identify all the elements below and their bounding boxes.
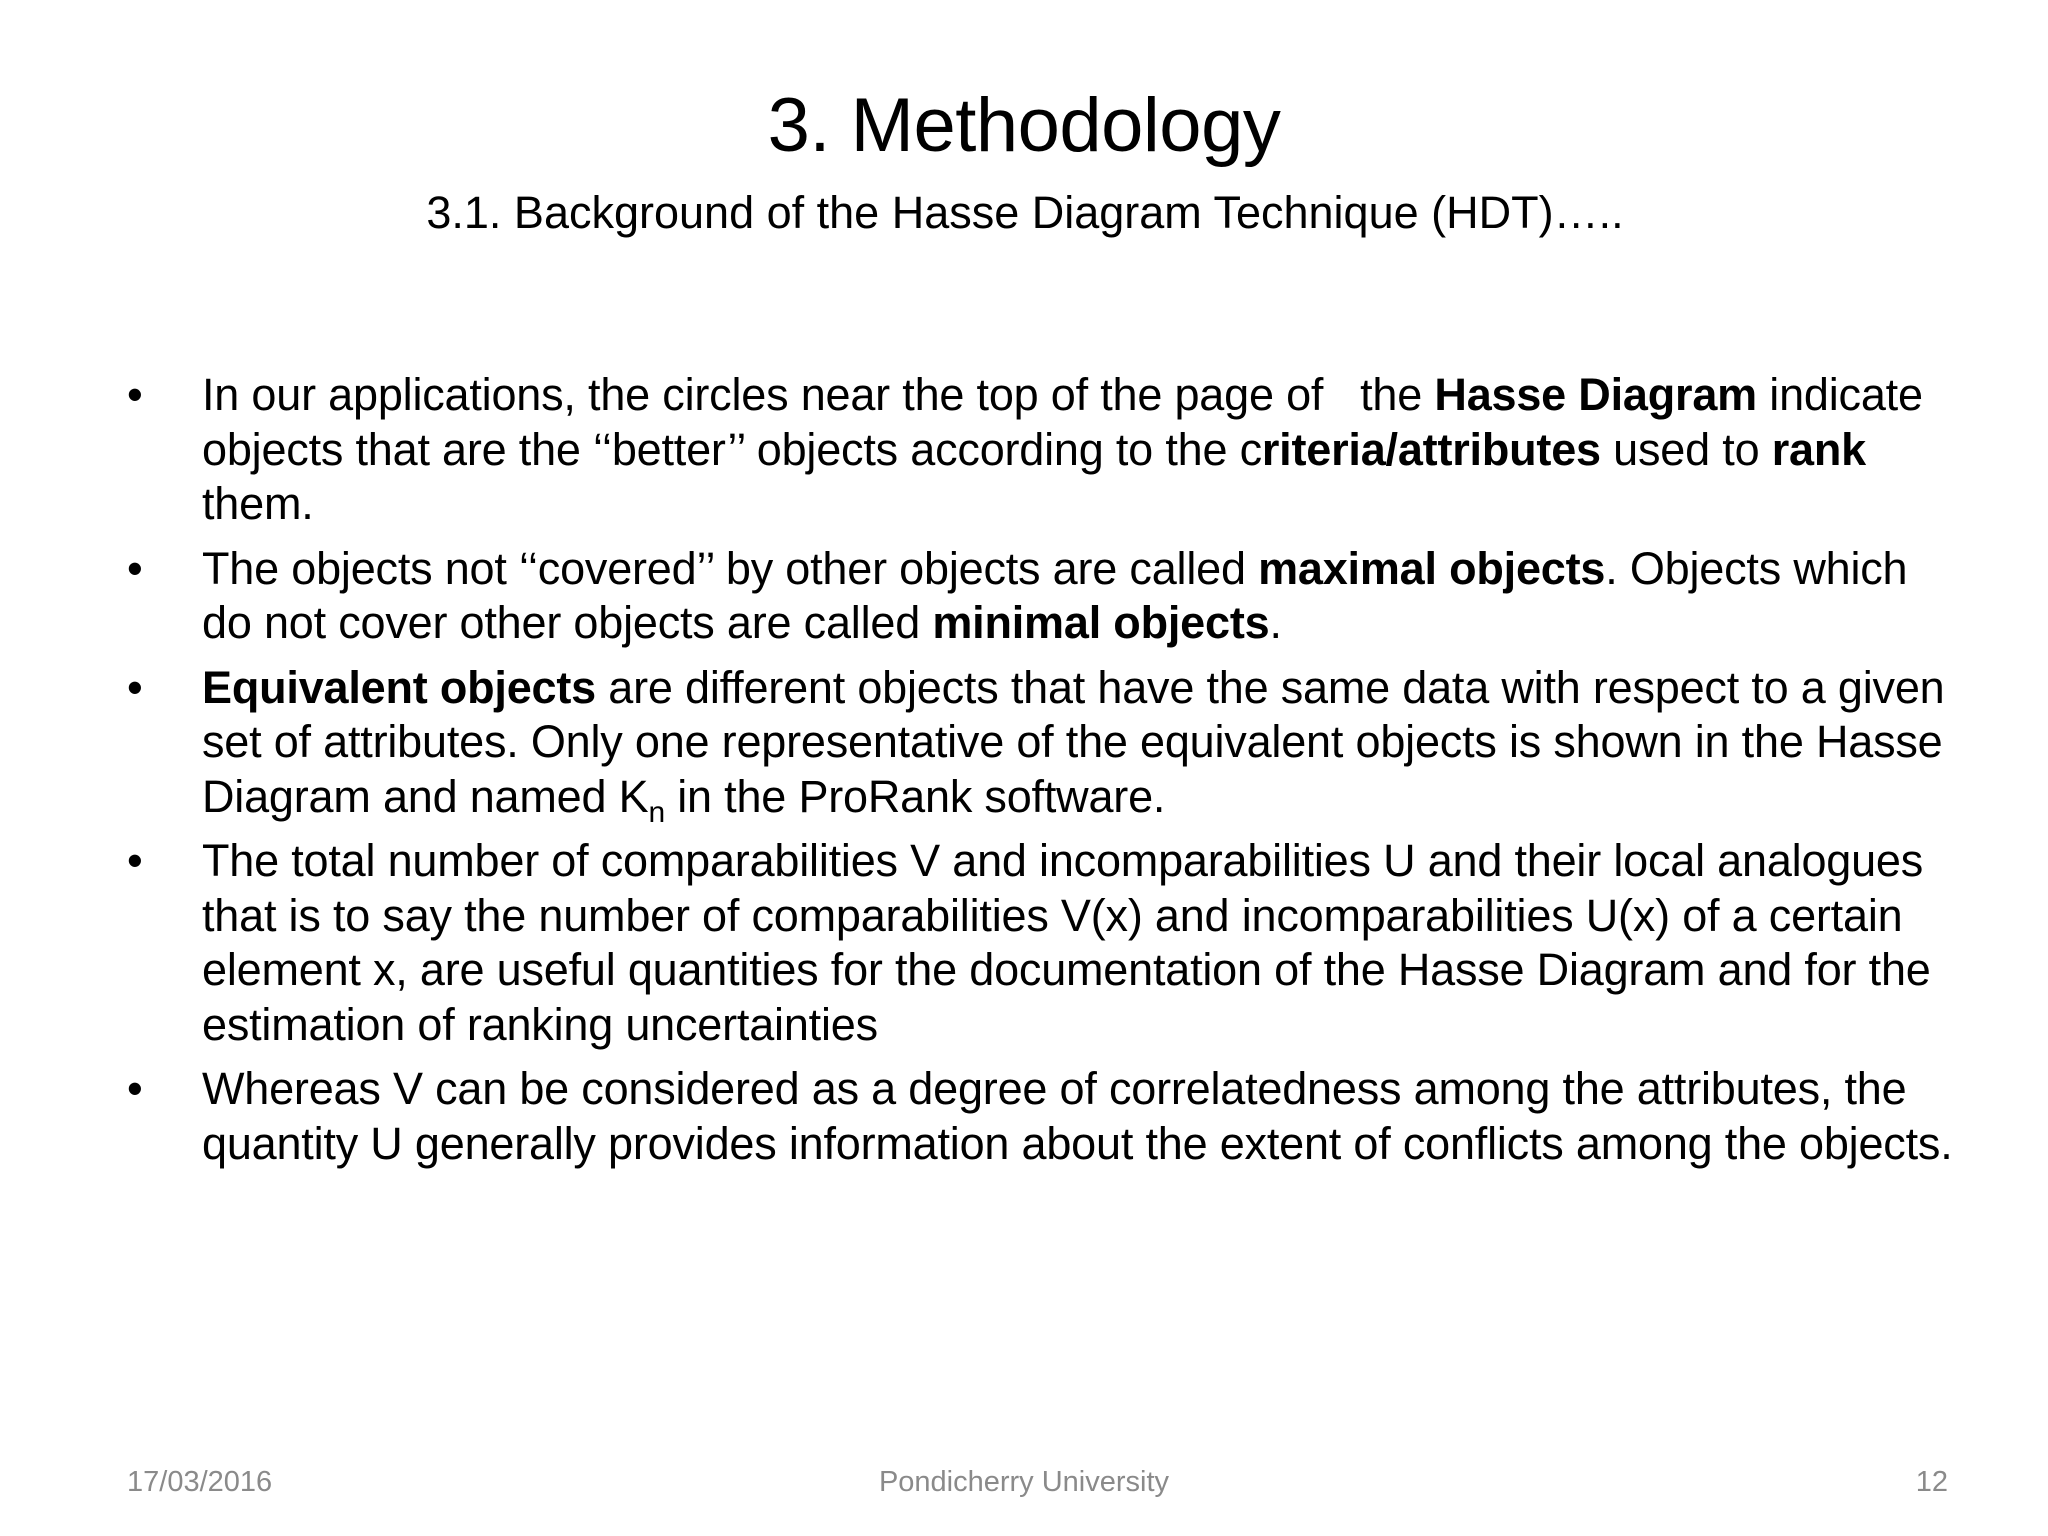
- bullet-item: [127, 542, 1957, 651]
- text-segment: The objects not ‘‘covered’’ by other objects are called: [202, 542, 1259, 594]
- bullet-item: [127, 834, 1957, 1052]
- subscript-text: n: [648, 795, 665, 829]
- bullet-text: [202, 1063, 1953, 1169]
- bullet-text: [202, 661, 1945, 829]
- slide-subtitle: 3.1. Background of the Hasse Diagram Technique (HDT)…..: [426, 187, 1624, 238]
- footer-date: 17/03/2016: [127, 1466, 273, 1498]
- bullet-item: [127, 1062, 1957, 1171]
- text-segment: used to: [1600, 423, 1772, 475]
- text-segment: them.: [202, 478, 314, 529]
- text-segment: indicate objects that are the ‘‘better’’ objects according to the c: [202, 369, 1923, 475]
- bold-text: rank: [1771, 423, 1866, 475]
- slide-title: 3. Methodology: [767, 83, 1281, 168]
- bullet-item: [127, 368, 1957, 532]
- bold-text: riteria/attributes: [1261, 423, 1601, 475]
- bullet-dot-icon: •: [127, 1063, 143, 1114]
- footer-page-number: 12: [1915, 1466, 1948, 1498]
- bullet-text: [202, 369, 1923, 529]
- footer-organization: Pondicherry University: [878, 1466, 1170, 1498]
- bold-text: minimal objects: [932, 597, 1270, 648]
- bold-text: maximal objects: [1258, 542, 1606, 594]
- bullet-dot-icon: •: [127, 542, 143, 594]
- text-segment: . Objects which do not cover other objects are called: [202, 542, 1908, 648]
- text-segment: are different objects that have the same data with respect to a given set of attributes. Only one representative of the equivalent objects is shown in the Hasse Diagram and named K: [202, 661, 1945, 822]
- bullet-item: [127, 661, 1957, 829]
- bullet-text: [202, 835, 1931, 1050]
- bold-text: Equivalent objects: [202, 661, 596, 713]
- bullet-dot-icon: •: [127, 369, 143, 420]
- text-segment: Whereas V can be considered as a degree of correlatedness among the attributes, the quantity U generally provides information about the extent of conflicts among the objects.: [202, 1063, 1953, 1169]
- bullet-dot-icon: •: [127, 661, 143, 713]
- bullet-dot-icon: •: [127, 835, 143, 886]
- bold-text: Hasse Diagram: [1434, 369, 1757, 420]
- text-segment: In our applications, the circles near the top of the page of the: [202, 369, 1435, 420]
- bullet-text: [202, 543, 1907, 649]
- bullet-list: [127, 368, 1957, 1181]
- text-segment: .: [1269, 597, 1282, 648]
- text-segment: in the ProRank software.: [664, 770, 1166, 822]
- text-segment: The total number of comparabilities V and incomparabilities U and their local analogues that is to say the number of comparabilities V(x) and incomparabilities U(x) of a certain element x, are useful quantities for the documentation of the Hasse Diagram and for the estimation of ranking uncertainties: [202, 835, 1931, 1050]
